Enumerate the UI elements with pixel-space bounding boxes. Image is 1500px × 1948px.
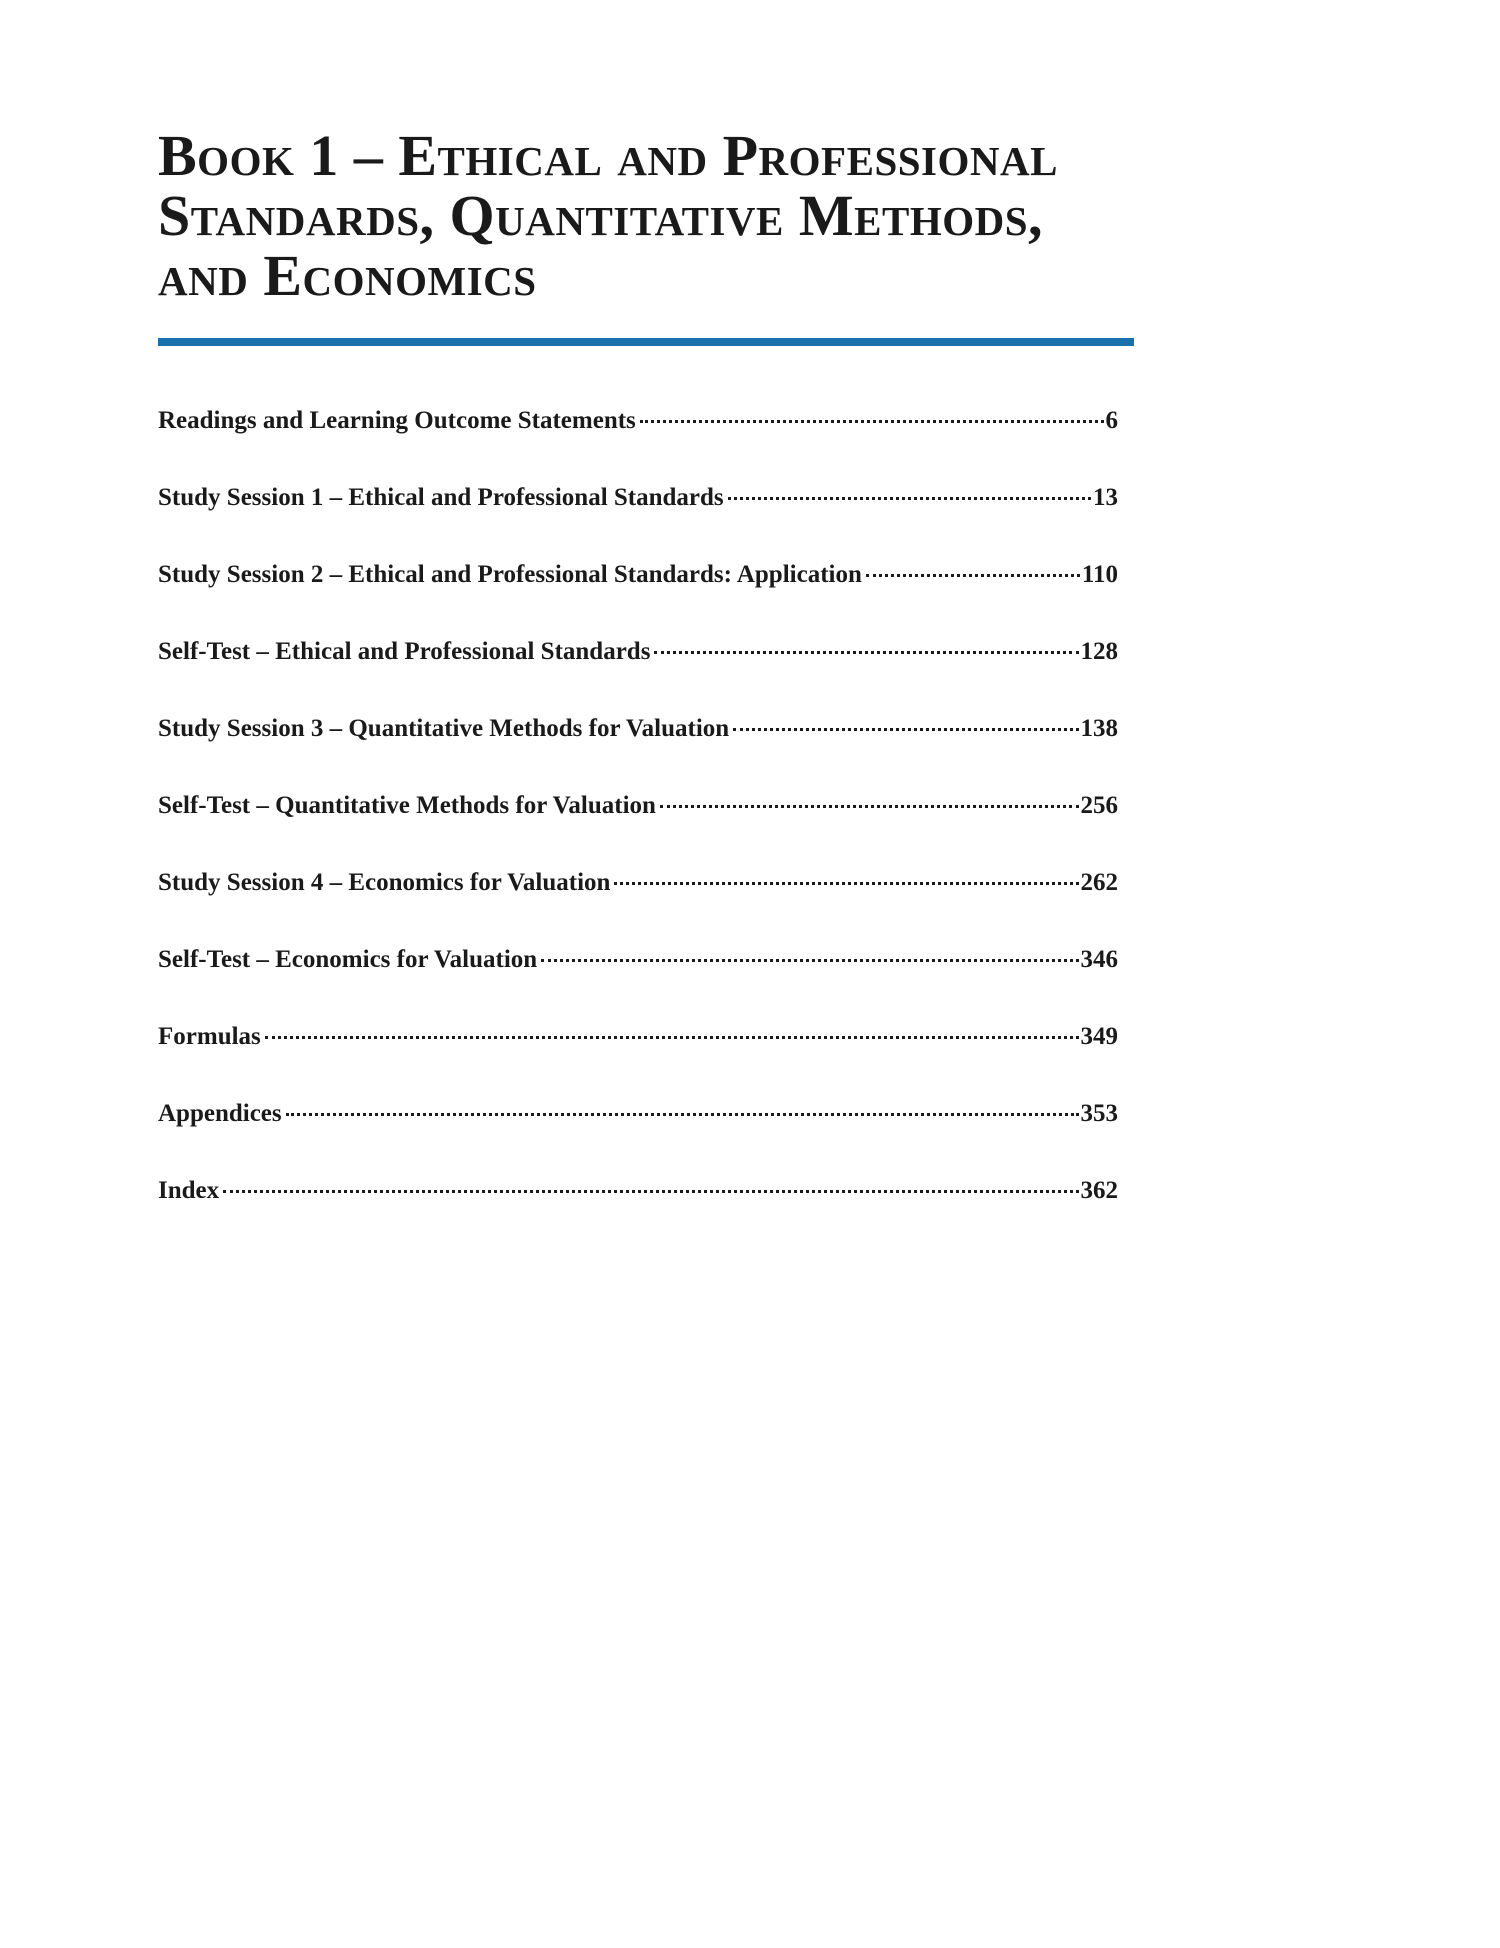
dot-leader — [733, 728, 1078, 731]
toc-entry-study-session-3[interactable] — [158, 706, 1118, 783]
toc-entry-label: Appendices — [158, 1100, 282, 1127]
toc-entry-label: Self-Test – Ethical and Professional Standards — [158, 638, 651, 665]
book-title-line: Standards, Quantitative Methods, — [158, 183, 1044, 248]
toc-entry-self-test-economics[interactable] — [158, 937, 1118, 1014]
toc-entry-index[interactable] — [158, 1168, 1118, 1245]
book-title-line: and Economics — [158, 243, 537, 308]
dot-leader — [286, 1113, 1079, 1116]
title-divider — [158, 338, 1134, 346]
dot-leader — [728, 497, 1091, 500]
book-title-line: Book 1 – Ethical and Professional — [158, 123, 1058, 188]
toc-entry-study-session-2[interactable] — [158, 552, 1118, 629]
toc-entry-page-number: 138 — [1080, 715, 1118, 742]
toc-entry-study-session-1[interactable] — [158, 475, 1118, 552]
toc-entry-formulas[interactable] — [158, 1014, 1118, 1091]
toc-entry-page-number: 6 — [1105, 407, 1118, 434]
toc-entry-label: Formulas — [158, 1023, 261, 1050]
toc-entry-page-number: 13 — [1093, 484, 1118, 511]
dot-leader — [660, 805, 1079, 808]
toc-entry-page-number: 349 — [1080, 1023, 1118, 1050]
dot-leader — [541, 959, 1078, 962]
toc-entry-page-number: 256 — [1080, 792, 1118, 819]
dot-leader — [654, 651, 1078, 654]
toc-entry-label: Study Session 2 – Ethical and Professional Standards: Application — [158, 561, 862, 588]
toc-entry-label: Study Session 4 – Economics for Valuation — [158, 869, 611, 896]
dot-leader — [223, 1190, 1078, 1193]
toc-entry-page-number: 346 — [1080, 946, 1118, 973]
dot-leader — [265, 1036, 1079, 1039]
toc-entry-page-number: 110 — [1081, 561, 1118, 588]
toc-entry-label: Self-Test – Quantitative Methods for Valuation — [158, 792, 656, 819]
toc-entry-label: Readings and Learning Outcome Statements — [158, 407, 636, 434]
toc-entry-study-session-4[interactable] — [158, 860, 1118, 937]
toc-entry-label: Index — [158, 1177, 220, 1204]
table-of-contents — [158, 398, 1118, 1245]
toc-entry-page-number: 128 — [1080, 638, 1118, 665]
toc-entry-label: Study Session 3 – Quantitative Methods for Valuation — [158, 715, 730, 742]
toc-entry-readings[interactable] — [158, 398, 1118, 475]
dot-leader — [866, 574, 1080, 577]
toc-entry-page-number: 262 — [1080, 869, 1118, 896]
toc-entry-self-test-quant[interactable] — [158, 783, 1118, 860]
toc-entry-appendices[interactable] — [158, 1091, 1118, 1168]
toc-entry-page-number: 353 — [1080, 1100, 1118, 1127]
toc-entry-label: Study Session 1 – Ethical and Professional Standards — [158, 484, 724, 511]
dot-leader — [614, 882, 1078, 885]
dot-leader — [640, 420, 1104, 423]
toc-entry-self-test-ethics[interactable] — [158, 629, 1118, 706]
book-title — [158, 123, 1148, 308]
toc-entry-label: Self-Test – Economics for Valuation — [158, 946, 538, 973]
toc-entry-page-number: 362 — [1080, 1177, 1118, 1204]
